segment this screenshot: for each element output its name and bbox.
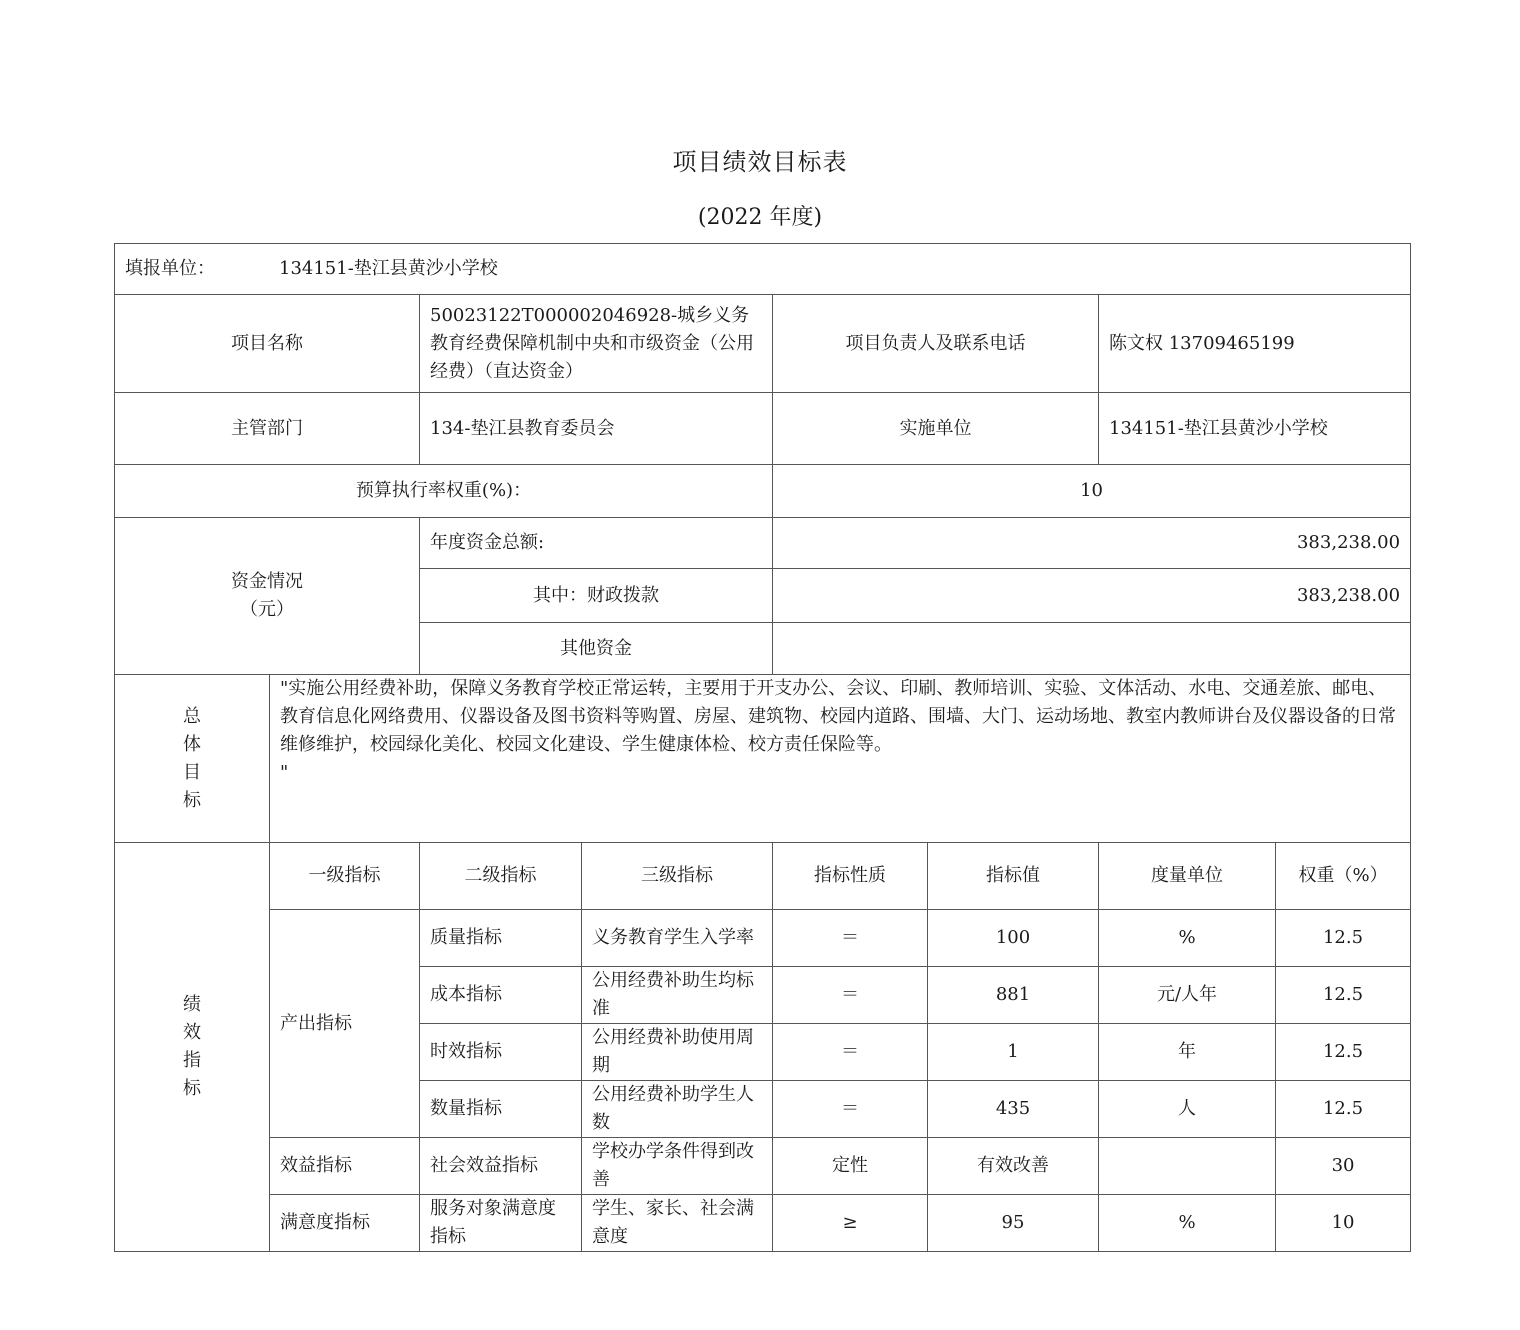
funds-total-value: 383,238.00 — [773, 518, 1411, 569]
nature-cell: ＝ — [773, 910, 928, 967]
level3-cell: 学生、家长、社会满意度 — [582, 1195, 773, 1252]
impl-unit-value: 134151-垫江县黄沙小学校 — [1099, 393, 1411, 465]
level1-satisfaction: 满意度指标 — [270, 1195, 420, 1252]
goal-label-char: 标 — [183, 789, 201, 811]
indicators-label — [115, 843, 270, 1252]
dept-value: 134-垫江县教育委员会 — [420, 393, 773, 465]
header-weight: 权重（%） — [1276, 843, 1411, 910]
nature-cell: ＝ — [773, 1024, 928, 1081]
funds-label — [115, 518, 420, 675]
level2-cell: 质量指标 — [420, 910, 582, 967]
goal-label-char: 体 — [183, 733, 201, 755]
level2-cell: 社会效益指标 — [420, 1138, 582, 1195]
document-title: 项目绩效目标表 — [672, 148, 848, 176]
unit-cell: 人 — [1099, 1081, 1276, 1138]
goal-label-char: 总 — [183, 705, 201, 727]
level3-cell: 公用经费补助使用周期 — [582, 1024, 773, 1081]
funds-other-value — [773, 623, 1411, 675]
value-cell: 有效改善 — [928, 1138, 1099, 1195]
funds-fiscal-value: 383,238.00 — [773, 569, 1411, 623]
weight-cell: 30 — [1276, 1138, 1411, 1195]
unit-cell: 年 — [1099, 1024, 1276, 1081]
level3-cell: 公用经费补助学生人数 — [582, 1081, 773, 1138]
indicators-label-char: 指 — [183, 1050, 201, 1071]
level2-cell: 服务对象满意度指标 — [420, 1195, 582, 1252]
funds-label-line2: （元） — [240, 599, 294, 620]
nature-cell: 定性 — [773, 1138, 928, 1195]
project-name-value: 50023122T000002046928-城乡义务教育经费保障机制中央和市级资金（公用经费）（直达资金） — [420, 295, 773, 393]
budget-weight-label: 预算执行率权重(%)： — [115, 465, 773, 518]
level2-cell: 数量指标 — [420, 1081, 582, 1138]
overall-goal-text-cell — [270, 675, 1411, 843]
table-row — [115, 1138, 1411, 1195]
nature-cell: ＝ — [773, 1081, 928, 1138]
table-row — [115, 1195, 1411, 1252]
header-level2: 二级指标 — [420, 843, 582, 910]
value-cell: 881 — [928, 967, 1099, 1024]
document-subtitle: (2022 年度) — [697, 205, 823, 230]
level3-cell: 学校办学条件得到改善 — [582, 1138, 773, 1195]
performance-target-table — [114, 243, 1411, 1252]
reporting-unit-cell — [115, 244, 1411, 295]
indicators-label-char: 绩 — [183, 994, 201, 1015]
overall-goal-text: "实施公用经费补助，保障义务教育学校正常运转，主要用于开支办公、会议、印刷、教师培训、实验、文体活动、水电、交通差旅、邮电、教育信息化网络费用、仪器设备及图书资料等购置、房屋、建筑物、校园内道路、围墙、大门、运动场地、教室内教师讲台及仪器设备的日常维修维护，校园绿化美化、校园文化建设、学生健康体检、校方责任保险等。 — [280, 678, 1396, 755]
value-cell: 1 — [928, 1024, 1099, 1081]
header-level1: 一级指标 — [270, 843, 420, 910]
funds-other-label: 其他资金 — [420, 623, 773, 675]
value-cell: 95 — [928, 1195, 1099, 1252]
nature-cell: ＝ — [773, 967, 928, 1024]
weight-cell: 10 — [1276, 1195, 1411, 1252]
level1-benefit: 效益指标 — [270, 1138, 420, 1195]
unit-cell: 元/人年 — [1099, 967, 1276, 1024]
level2-cell: 时效指标 — [420, 1024, 582, 1081]
project-owner-label: 项目负责人及联系电话 — [773, 295, 1099, 393]
goal-label-char: 目 — [183, 761, 201, 783]
funds-total-label: 年度资金总额: — [420, 518, 773, 569]
nature-cell: ≥ — [773, 1195, 928, 1252]
weight-cell: 12.5 — [1276, 1024, 1411, 1081]
project-owner-value: 陈文权 13709465199 — [1099, 295, 1411, 393]
project-name-label: 项目名称 — [115, 295, 420, 393]
value-cell: 435 — [928, 1081, 1099, 1138]
indicators-label-char: 效 — [183, 1022, 201, 1043]
budget-weight-value: 10 — [773, 465, 1411, 518]
level1-output: 产出指标 — [270, 910, 420, 1138]
dept-label: 主管部门 — [115, 393, 420, 465]
unit-cell — [1099, 1138, 1276, 1195]
level3-cell: 公用经费补助生均标准 — [582, 967, 773, 1024]
overall-goal-text-end: " — [280, 762, 289, 783]
header-value: 指标值 — [928, 843, 1099, 910]
reporting-unit-value: 134151-垫江县黄沙小学校 — [279, 258, 498, 279]
value-cell: 100 — [928, 910, 1099, 967]
header-unit: 度量单位 — [1099, 843, 1276, 910]
header-level3: 三级指标 — [582, 843, 773, 910]
weight-cell: 12.5 — [1276, 910, 1411, 967]
level2-cell: 成本指标 — [420, 967, 582, 1024]
indicators-label-char: 标 — [183, 1078, 201, 1099]
weight-cell: 12.5 — [1276, 1081, 1411, 1138]
funds-label-line1: 资金情况 — [231, 571, 303, 592]
funds-fiscal-label: 其中：财政拨款 — [420, 569, 773, 623]
unit-cell: % — [1099, 1195, 1276, 1252]
overall-goal-label — [115, 675, 270, 843]
reporting-unit-label: 填报单位： — [125, 258, 215, 279]
unit-cell: % — [1099, 910, 1276, 967]
level3-cell: 义务教育学生入学率 — [582, 910, 773, 967]
impl-unit-label: 实施单位 — [773, 393, 1099, 465]
header-nature: 指标性质 — [773, 843, 928, 910]
weight-cell: 12.5 — [1276, 967, 1411, 1024]
table-row — [115, 910, 1411, 967]
